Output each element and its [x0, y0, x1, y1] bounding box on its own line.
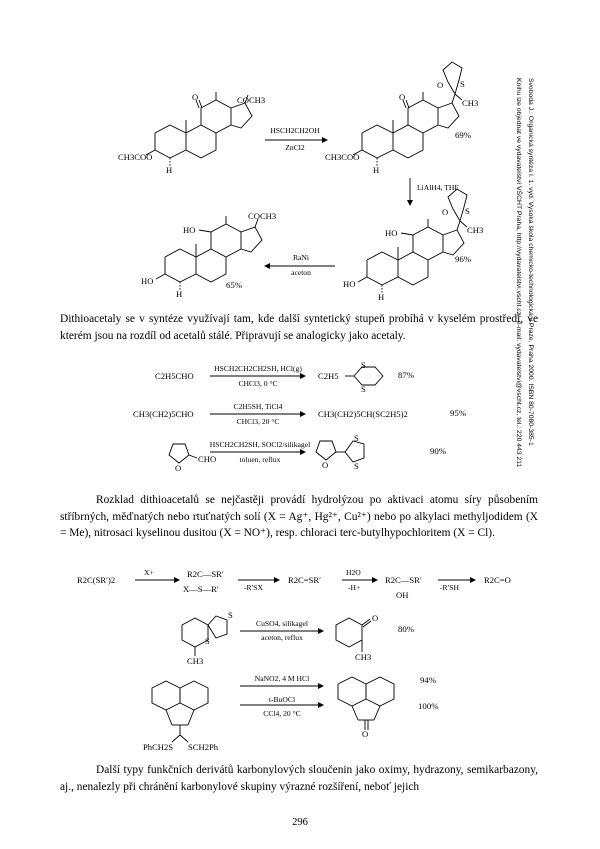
paragraph-3	[60, 762, 538, 795]
rxn-a1-reagent-bottom: CHCl3, 0 °C	[238, 379, 278, 388]
arrow-2	[407, 178, 413, 206]
arrow2-reagent: LiAlH4, THF	[417, 183, 459, 192]
paragraph-3-text: Další typy funkčních derivátů karbonylových sloučenin jako oximy, hydrazony, semikarbazony, aj., nenalezly při chránění karbonylové skupiny výrazné rozšíření, neboť jejich	[60, 764, 538, 793]
bl-ho1: HO	[183, 225, 196, 235]
br-ch3: CH3	[467, 225, 484, 235]
tr-yield: 69%	[455, 130, 472, 140]
arrow3-reagent-top: RaNi	[292, 253, 310, 262]
rxn-a1-product: C2H5	[318, 371, 339, 381]
rxn-a1-start: C2H5CHO	[155, 371, 194, 381]
fluorene-dithioacetal	[152, 681, 208, 742]
rxn-b1-s1: S	[228, 610, 233, 620]
rxn-a1-s2: S	[361, 384, 366, 394]
side-citation-line2: Knihu lze objednat ve vydavatelství VŠCHT Praha, http://vydavatelstvi.vscht.cz/, e-mail: vydavatelstvi@vscht.cz, tel.: 220 443 211	[515, 78, 522, 468]
br-ho2: HO	[343, 279, 356, 289]
page-number: 296	[292, 817, 308, 828]
rxn-b1-ch3: CH3	[187, 656, 204, 666]
mech-arrow3-top: H2O	[346, 568, 361, 577]
rxn-b2-reagent2-top: t-BuOCl	[268, 695, 296, 704]
rxn-a3-s2: S	[354, 461, 359, 471]
rxn-b2-reagent1: NaNO2, 4 M HCl	[254, 674, 310, 683]
rxn-a2-product: CH3(CH2)5CH(SC2H5)2	[318, 409, 408, 419]
rxn-b2-yield1: 94%	[420, 675, 437, 685]
bl-ho2: HO	[141, 276, 154, 286]
tr-ring-o: O	[437, 80, 444, 90]
steroid-top-right	[353, 62, 462, 166]
rxn-a2-yield: 95%	[450, 408, 467, 418]
bl-acyl: COCH3	[248, 211, 277, 221]
mech-int1-top: R2C—SR′	[187, 569, 224, 579]
tl-acyl: COCH3	[237, 95, 266, 105]
rxn-b2-reagent2-bottom: CCl4, 20 °C	[263, 709, 301, 718]
rxn-a1-s1: S	[361, 360, 366, 370]
rxn-a2-reagent-top: C2H5SH, TiCl4	[233, 402, 283, 411]
rxn-b1-product-o: O	[372, 613, 379, 623]
mech-int2: R2C=SR′	[288, 575, 321, 585]
br-ring-s: S	[465, 206, 470, 216]
tr-acetate: CH3COO	[325, 152, 360, 162]
rxn-b2-left: PhCH2S	[143, 742, 174, 752]
rxn-a2-start: CH3(CH2)5CHO	[133, 409, 194, 419]
rxn-a3-start: CHO	[198, 454, 217, 464]
mech-arrow1-label: X+	[144, 568, 154, 577]
rxn-a3-s1: S	[354, 433, 359, 443]
bl-yield: 65%	[226, 280, 243, 290]
rxn-a2-reagent-bottom: CHCl3, 20 °C	[236, 417, 280, 426]
rxn-a3-ring-o: O	[175, 463, 182, 473]
rxn-b1-reagent-top: CuSO4, silikagel	[256, 619, 308, 628]
steroid-bottom-left	[156, 216, 262, 290]
tr-ring-s: S	[460, 79, 465, 89]
br-yield: 96%	[455, 254, 472, 264]
mech-int3-top: R2C—SR′	[385, 575, 422, 585]
mech-arrow3-bottom: -H+	[348, 583, 361, 592]
mech-int3-bottom: OH	[396, 590, 409, 600]
br-ring-o: O	[442, 207, 449, 217]
rxn-b2-product-o: O	[362, 729, 369, 739]
tl-acetate: CH3COO	[118, 152, 153, 162]
arrow1-reagent-top: HSCH2CH2OH	[270, 126, 320, 135]
steroid-bottom-right	[358, 189, 467, 293]
rxn-b2-right: SCH2Ph	[188, 742, 219, 752]
rxn-a3-reagent-bottom: toluen, reflux	[239, 455, 281, 464]
rxn-a1-reagent-top: HSCH2CH2CH2SH, HCl(g)	[214, 364, 302, 373]
arrow1-reagent-bottom: ZnCl2	[285, 143, 305, 152]
fluorenone	[338, 677, 394, 730]
furan-start	[169, 444, 197, 463]
rxn-a3-reagent-top: HSCH2CH2SH, SOCl2/silikagel	[209, 440, 311, 449]
mech-start: R2C(SR′)2	[77, 575, 116, 585]
rxn-a1-yield: 87%	[398, 370, 415, 380]
br-ho1: HO	[385, 228, 398, 238]
tl-h: H	[166, 165, 173, 175]
furan-product	[316, 441, 364, 462]
paragraph-1	[60, 311, 538, 344]
tr-ch3: CH3	[462, 98, 479, 108]
tl-ketone-o: O	[192, 92, 199, 102]
tr-ketone-o: O	[399, 92, 406, 102]
rxn-b1-yield: 80%	[398, 624, 415, 634]
tr-h: H	[373, 165, 380, 175]
rxn-b1-s2: S	[205, 636, 210, 646]
paragraph-2	[60, 492, 538, 542]
mech-product: R2C=O	[484, 575, 511, 585]
mech-arrow2-label: -R′SX	[244, 583, 263, 592]
rxn-a3-yield: 90%	[430, 446, 447, 456]
rxn-b1-product-ch3: CH3	[355, 652, 372, 662]
bl-h: H	[176, 289, 183, 299]
paragraph-1-text: Dithioacetaly se v syntéze využívají tam, kde další syntetický stupeň probíhá v kyselém prostředí, ve kterém jsou na rozdíl od acetalů stálé. Připravují se analogicky jako acetaly.	[60, 313, 538, 342]
paragraph-2-text: Rozklad dithioacetalů se nejčastěji provádí hydrolýzou po aktivaci atomu síry působením stříbrných, měďnatých nebo rtuťnatých solí (X = Ag⁺, Hg²⁺, Cu²⁺) nebo po alkylaci methyljodidem (X = Me), nitrosaci kyselinou dusitou (X = NO⁺), resp. chloraci terc-butylhypochloritem (X = Cl).	[60, 494, 538, 540]
mech-int1-bottom: X—S—R′	[183, 584, 219, 594]
cyclohexanone	[336, 618, 371, 652]
side-citation-line1: Svoboda J.: Organická syntéza I. 1. vyd. Vysoká škola chemicko-technologická v Praze, Praha 2000. ISBN 80-7080-385-1	[527, 78, 534, 446]
rxn-a3-product-o: O	[322, 460, 329, 470]
mech-arrow4-label: -R′SH	[440, 583, 459, 592]
rxn-b1-reagent-bottom: aceton, reflux	[261, 633, 303, 642]
rxn-b2-yield2: 100%	[418, 701, 439, 711]
arrow3-reagent-bottom: aceton	[291, 268, 311, 277]
br-h: H	[378, 292, 385, 302]
